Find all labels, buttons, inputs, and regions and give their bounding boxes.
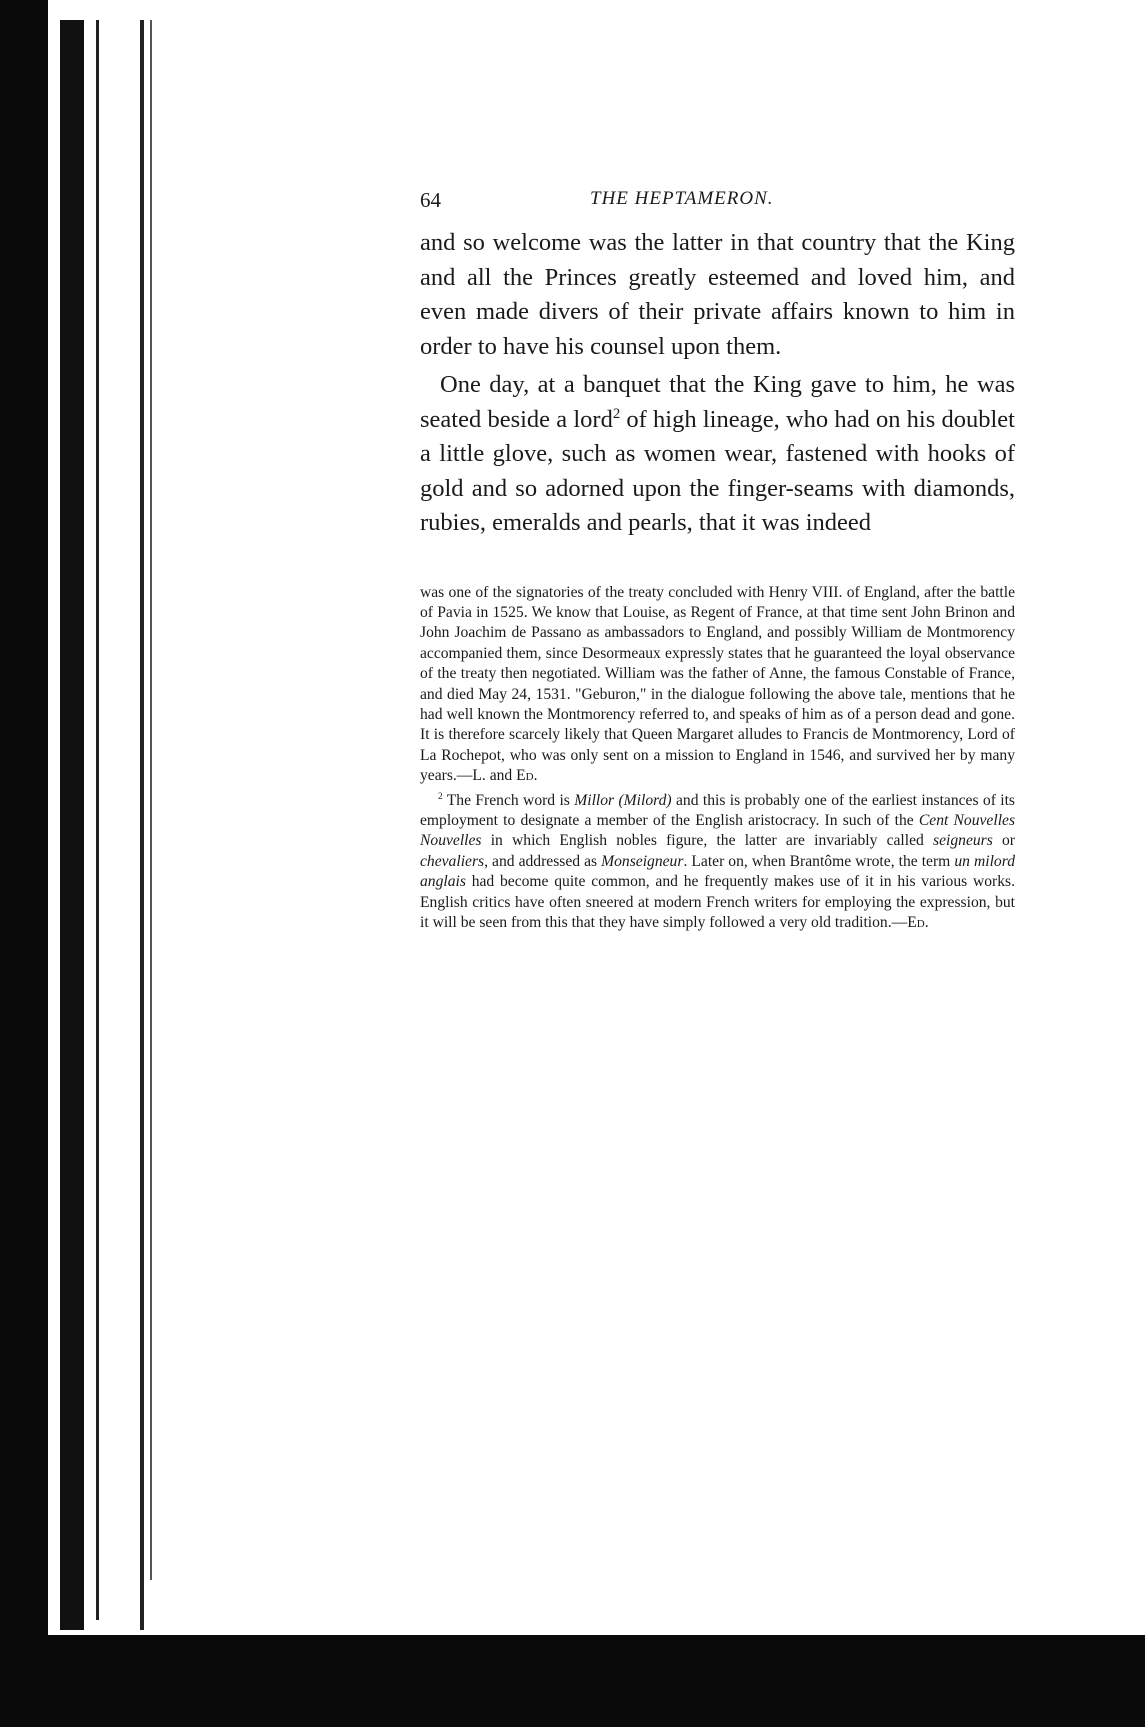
footnotes (420, 583, 1015, 934)
footnote-italic: Millor (Milord) (574, 791, 672, 809)
footnote-text: was one of the signatories of the treaty concluded with Henry VIII. of England, after the battle of Pavia in 1525. We know that Louise, as Regent of France, at that time sent John Brinon and John Joachim de Passano as ambassadors to England, and possibly William de Montmorency accompanied them, since Desormeaux expressly states that he guaranteed the loyal observance of the treaty then negotiated. William was the father of Anne, the famous Constable of France, and died May 24, 1531. "Geburon," in the dialogue following the above tale, mentions that he had well known the Montmorency referred to, and speaks of him as of a person dead and gone. It is therefore scarcely likely that Queen Margaret alludes to Francis de Montmorency, Lord of La Rochepot, who was only sent on a mission to England in 1546, and survived her by many years.—L. and (420, 583, 1015, 785)
footnote-2 (420, 791, 1015, 934)
footnote-text: . Later on, when Brantôme wrote, the term (683, 852, 955, 870)
scan-spine-line (150, 20, 152, 1580)
body-text (420, 226, 1015, 541)
footnote-mark: 2 (438, 791, 443, 802)
footnote-signature: Ed. (907, 914, 929, 931)
paragraph-text: One day, at a banquet that the King gave to him, he was seated beside a lord (420, 371, 1015, 433)
page-number: 64 (420, 188, 441, 212)
book-page (420, 186, 1015, 933)
scan-bottom-shadow (0, 1635, 1145, 1727)
scan-spine-line (140, 20, 144, 1630)
body-paragraph (420, 368, 1015, 541)
paragraph-text: of high lineage, who had on his doublet a little glove, such as women wear, fastened with hooks of gold and so adorned upon the finger-seams with diamonds, rubies, emeralds and pearls, that it was indeed (420, 405, 1015, 536)
footnote-text: had become quite common, and he frequently makes use of it in his various works. English critics have often sneered at modern French writers for employing the expression, but it will be seen from this that they have simply followed a very old tradition.— (420, 873, 1015, 931)
scan-spine-line (96, 20, 99, 1620)
footnote-italic: Monseigneur (601, 852, 684, 870)
footnote-text: The French word is (442, 791, 575, 809)
scan-spine-band (60, 20, 84, 1630)
running-title: THE HEPTAMERON. (590, 188, 774, 209)
footnote-italic: seigneurs (933, 832, 993, 850)
footnote-text: , and addressed as (484, 852, 602, 870)
footnote-italic: chevaliers (420, 852, 485, 870)
footnote-reference: 2 (612, 405, 621, 422)
footnote-text: and this is probably one of the earliest instances of its employment to designate a member of the English aristocracy. In such of the (420, 791, 1015, 829)
footnote-italic: Cent Nouvelles Nouvelles (420, 811, 1016, 850)
footnote-italic: un milord anglais (420, 852, 1015, 891)
body-paragraph: and so welcome was the latter in that country that the King and all the Princes greatly esteemed and loved him, and even made divers of their private affairs known to him in order to have his counsel upon them. (420, 229, 1015, 360)
footnote-text: in which English nobles figure, the latter are invariably called (481, 832, 934, 850)
running-head (420, 186, 1015, 226)
footnote-1-continued (420, 583, 1015, 787)
footnote-signature: Ed. (516, 767, 538, 785)
footnote-text: or (992, 832, 1016, 850)
scan-spine-shadow (0, 0, 48, 1727)
